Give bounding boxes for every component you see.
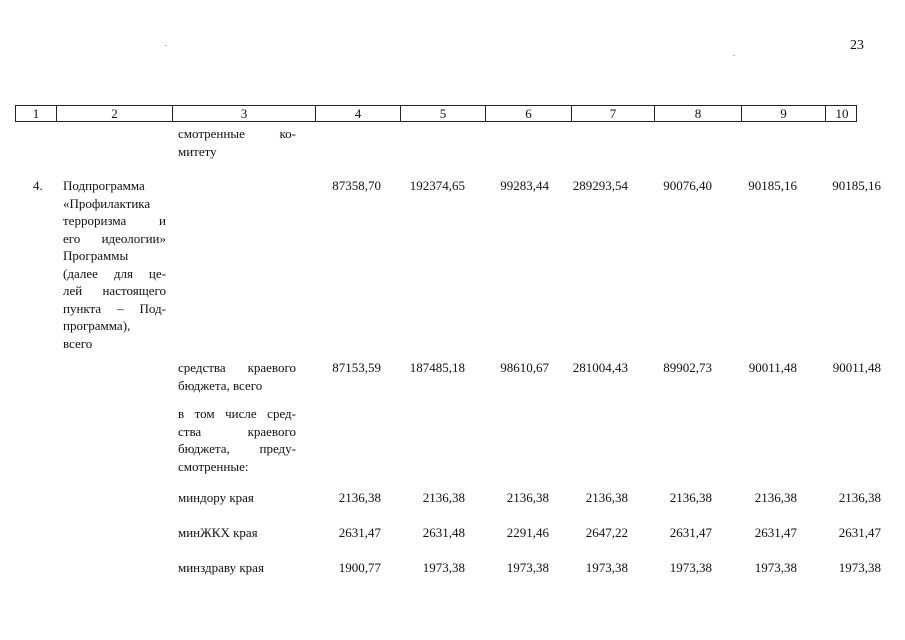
funding-source-line: минздраву края <box>178 560 264 575</box>
amount-cell-col-5: 2631,48 <box>422 525 465 540</box>
amount-cell-col-6: 2291,46 <box>506 525 549 540</box>
funding-source-line: бюджета, всего <box>178 377 263 393</box>
amount-cell-col-5: 1973,38 <box>422 560 465 575</box>
funding-source-line: в том числе сред- <box>178 406 296 421</box>
amount-cell-col-4: 1900,77 <box>338 560 381 575</box>
amount-cell-col-10: 2136,38 <box>838 490 881 505</box>
amount-cell-col-8: 2136,38 <box>669 490 712 505</box>
funding-source-line: миндору края <box>178 490 254 505</box>
header-col-6: 6 <box>486 106 572 121</box>
program-name-line: пункта – Под- <box>63 300 166 316</box>
funding-source-line: бюджета, преду- <box>178 441 296 456</box>
amount-cell-col-5: 187485,18 <box>409 360 465 375</box>
header-col-4: 4 <box>316 106 401 121</box>
amount-cell-col-9: 1973,38 <box>754 560 797 575</box>
amount-cell-col-6: 99283,44 <box>500 178 549 193</box>
amount-cell-col-4: 2631,47 <box>338 525 381 540</box>
amount-cell-col-10: 90185,16 <box>832 178 881 193</box>
amount-cell-col-9: 90185,16 <box>748 178 797 193</box>
amount-cell-col-7: 1973,38 <box>585 560 628 575</box>
scan-speck <box>165 45 167 46</box>
amount-cell-col-6: 1973,38 <box>506 560 549 575</box>
funding-source-line: ства краевого <box>178 423 296 439</box>
amount-cell-col-8: 89902,73 <box>663 360 712 375</box>
funding-source-line: минЖКХ края <box>178 525 258 540</box>
amount-cell-col-5: 192374,65 <box>409 178 465 193</box>
program-name-line: лей настоящего <box>63 283 166 298</box>
amount-cell-col-10: 90011,48 <box>832 360 881 375</box>
program-name-line: (далее для це- <box>63 265 166 281</box>
amount-cell-col-10: 2631,47 <box>838 525 881 540</box>
header-col-7: 7 <box>572 106 655 121</box>
program-name-line: всего <box>63 335 93 351</box>
column-number-header <box>15 105 857 122</box>
program-name-line: «Профилактика <box>63 195 151 211</box>
amount-cell-col-6: 2136,38 <box>506 490 549 505</box>
program-name-line: терроризма и <box>63 213 166 228</box>
program-name-line: его идеологии» <box>63 230 166 246</box>
amount-cell-col-7: 289293,54 <box>572 178 628 193</box>
amount-cell-col-6: 98610,67 <box>500 360 549 375</box>
row-number: 4. <box>33 178 43 193</box>
amount-cell-col-8: 90076,40 <box>663 178 712 193</box>
program-name-line: Программы <box>63 248 129 263</box>
funding-source-line: митету <box>178 143 217 159</box>
amount-cell-col-9: 2631,47 <box>754 525 797 540</box>
scan-speck <box>733 55 735 56</box>
funding-source-line: смотренные: <box>178 458 249 474</box>
amount-cell-col-7: 281004,43 <box>572 360 628 375</box>
amount-cell-col-4: 87153,59 <box>332 360 381 375</box>
header-col-8: 8 <box>655 106 742 121</box>
amount-cell-col-8: 2631,47 <box>669 525 712 540</box>
program-name-line: программа), <box>63 318 131 333</box>
amount-cell-col-9: 90011,48 <box>748 360 797 375</box>
amount-cell-col-5: 2136,38 <box>422 490 465 505</box>
amount-cell-col-7: 2647,22 <box>585 525 628 540</box>
amount-cell-col-4: 2136,38 <box>338 490 381 505</box>
header-col-1: 1 <box>16 106 57 121</box>
header-col-5: 5 <box>401 106 486 121</box>
amount-cell-col-7: 2136,38 <box>585 490 628 505</box>
header-col-2: 2 <box>57 106 173 121</box>
program-name-line: Подпрограмма <box>63 178 145 193</box>
funding-source-line: смотренные ко- <box>178 126 296 141</box>
amount-cell-col-10: 1973,38 <box>838 560 881 575</box>
amount-cell-col-9: 2136,38 <box>754 490 797 505</box>
header-col-3: 3 <box>173 106 316 121</box>
amount-cell-col-4: 87358,70 <box>332 178 381 193</box>
funding-source-line: средства краевого <box>178 360 296 375</box>
amount-cell-col-8: 1973,38 <box>669 560 712 575</box>
header-col-9: 9 <box>742 106 826 121</box>
page-number: 23 <box>850 38 864 53</box>
header-col-10: 10 <box>835 106 849 121</box>
